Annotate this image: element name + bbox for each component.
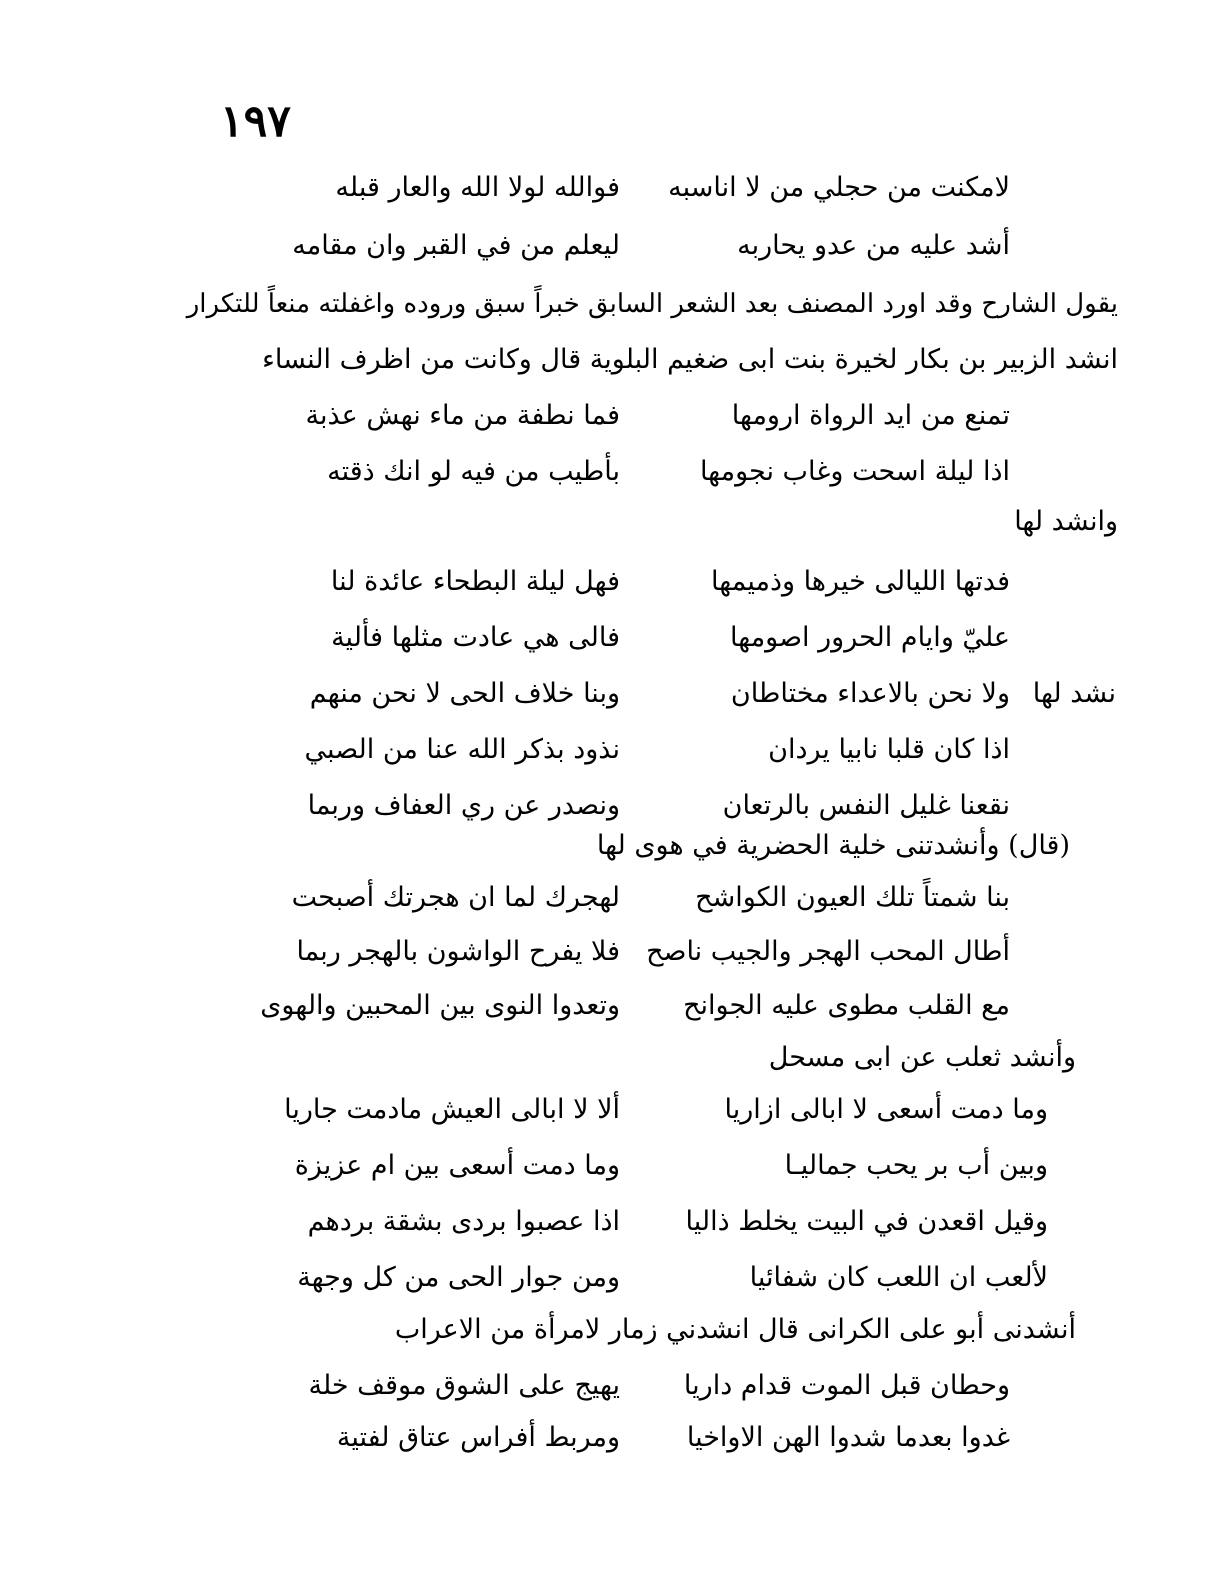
section-heading: وانشد لها [1014,506,1118,537]
verse-line-9-first-hemistich: ونصدر عن ري العفاف وربما [307,790,620,821]
narration-line: (قال) وأنشدتنى خلية الحضرية في هوى لها [596,830,1070,861]
verse-line-15-second-hemistich: وقيل اقعدن في البيت يخلط ذاليا [685,1206,1048,1237]
verse-line-7-first-hemistich: وبنا خلاف الحى لا نحن منهم [309,678,620,709]
verse-line-12-second-hemistich: مع القلب مطوى عليه الجوانح [683,990,1010,1021]
verse-line-7-second-hemistich: ولا نحن بالاعداء مختاطان [730,678,1010,709]
verse-line-3-second-hemistich: تمنع من ايد الرواة ارومها [731,400,1010,431]
verse-line-10-first-hemistich: لهجرك لما ان هجرتك أصبحت [291,882,620,913]
verse-line-10-second-hemistich: بنا شمتاً تلك العيون الكواشح [695,882,1010,913]
verse-line-1-first-hemistich: فوالله لولا الله والعار قبله [335,172,620,203]
verse-line-4-second-hemistich: اذا ليلة اسحت وغاب نجومها [699,456,1010,487]
page-number: ١٩٧ [220,96,291,147]
verse-line-2-second-hemistich: أشد عليه من عدو يحاربه [737,230,1010,261]
verse-line-8-first-hemistich: نذود بذكر الله عنا من الصبي [304,734,620,765]
verse-line-14-second-hemistich: وبين أب بر يحب جماليـا [784,1150,1048,1181]
narration-line: انشد الزبير بن بكار لخيرة بنت ابى ضغيم البلوية قال وكانت من اظرف النساء [262,344,1118,375]
verse-line-17-second-hemistich: وحطان قبل الموت قدام داريا [683,1370,1010,1401]
verse-line-8-second-hemistich: اذا كان قلبا نابيا يردان [768,734,1010,765]
verse-line-11-second-hemistich: أطال المحب الهجر والجيب ناصح [646,936,1010,967]
verse-line-16-first-hemistich: ومن جوار الحى من كل وجهة [297,1262,620,1293]
verse-line-13-first-hemistich: ألا لا ابالى العيش مادمت جاريا [284,1094,620,1125]
verse-line-13-second-hemistich: وما دمت أسعى لا ابالى ازاريا [724,1094,1048,1125]
verse-line-12-first-hemistich: وتعدوا النوى بين المحبين والهوى [260,990,620,1021]
verse-line-4-first-hemistich: بأطيب من فيه لو انك ذقته [327,456,620,487]
verse-line-18-second-hemistich: غدوا بعدما شدوا الهن الاواخيا [686,1422,1010,1453]
verse-line-1-second-hemistich: لامكنت من حجلي من لا اناسبه [668,172,1010,203]
section-heading-inline: نشد لها [1032,678,1116,709]
verse-line-2-first-hemistich: ليعلم من في القبر وان مقامه [292,230,620,261]
verse-line-3-first-hemistich: فما نطفة من ماء نهش عذبة [305,400,620,431]
verse-line-18-first-hemistich: ومربط أفراس عتاق لفتية [336,1422,620,1453]
verse-line-9-second-hemistich: نقعنا غليل النفس بالرتعان [722,790,1010,821]
verse-line-14-first-hemistich: وما دمت أسعى بين ام عزيزة [294,1150,620,1181]
verse-line-11-first-hemistich: فلا يفرح الواشون بالهجر ربما [296,936,620,967]
verse-line-6-first-hemistich: فالى هي عادت مثلها فألية [331,622,620,653]
verse-line-15-first-hemistich: اذا عصبوا بردى بشقة بردهم [307,1206,620,1237]
verse-line-17-first-hemistich: يهيج على الشوق موقف خلة [308,1370,620,1401]
verse-line-5-first-hemistich: فهل ليلة البطحاء عائدة لنا [330,566,620,597]
narration-line: وأنشد ثعلب عن ابى مسحل [768,1042,1076,1073]
narration-line: أنشدنى أبو على الكرانى قال انشدني زمار لامرأة من الاعراب [394,1314,1076,1345]
verse-line-6-second-hemistich: عليّ وايام الحرور اصومها [730,622,1010,653]
verse-line-16-second-hemistich: لألعب ان اللعب كان شفائيا [749,1262,1048,1293]
commentary-line: يقول الشارح وقد اورد المصنف بعد الشعر السابق خبراً سبق وروده واغفلته منعاً للتكرار [186,289,1118,319]
verse-line-5-second-hemistich: فدتها الليالى خيرها وذميمها [711,566,1010,597]
